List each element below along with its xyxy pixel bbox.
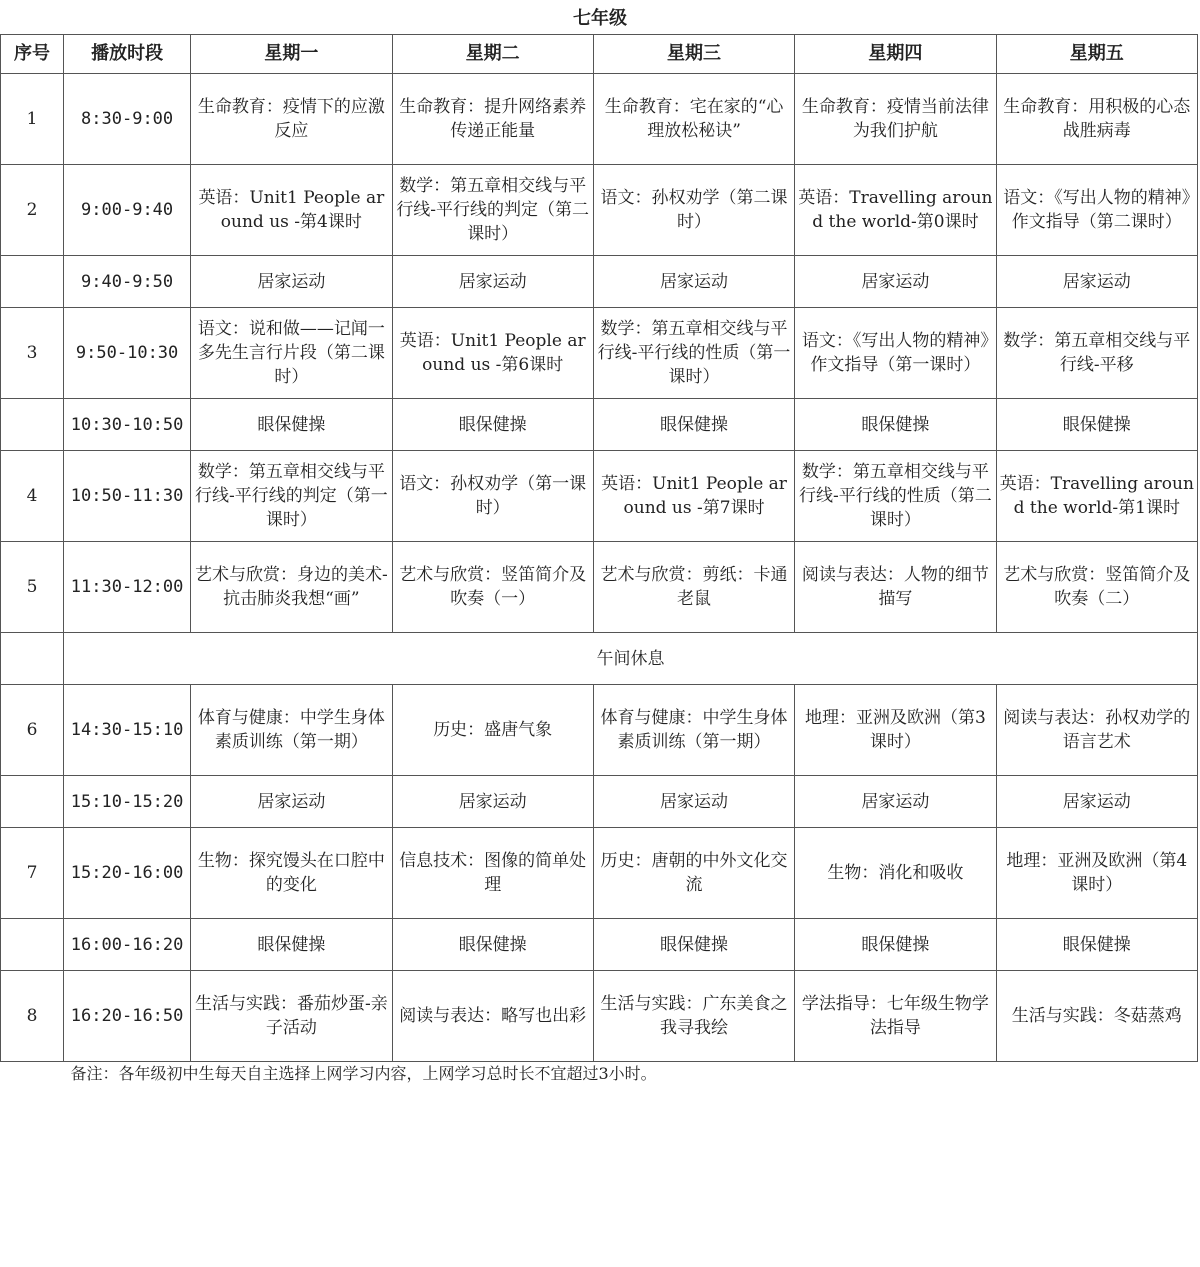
row-index: 5: [1, 542, 64, 633]
row-index: 7: [1, 828, 64, 919]
cell-wednesday: 眼保健操: [593, 919, 794, 971]
cell-friday: 生活与实践：冬菇蒸鸡: [996, 971, 1197, 1062]
lesson-row: [1, 308, 1198, 399]
lesson-row: [1, 971, 1198, 1062]
cell-monday: 眼保健操: [191, 919, 392, 971]
cell-tuesday: 居家运动: [392, 256, 593, 308]
cell-friday: 语文：《写出人物的精神》作文指导（第二课时）: [996, 165, 1197, 256]
cell-friday: 英语：Travelling around the world-第1课时: [996, 451, 1197, 542]
cell-thursday: 生命教育：疫情当前法律为我们护航: [795, 74, 996, 165]
lesson-row: [1, 165, 1198, 256]
row-index: 1: [1, 74, 64, 165]
header-row: [1, 35, 1198, 74]
lesson-row: [1, 542, 1198, 633]
lunch-row: [1, 633, 1198, 685]
cell-friday: 数学：第五章相交线与平行线-平移: [996, 308, 1197, 399]
cell-friday: 阅读与表达：孙权劝学的语言艺术: [996, 685, 1197, 776]
break-row: [1, 399, 1198, 451]
cell-monday: 数学：第五章相交线与平行线-平行线的判定（第一课时）: [191, 451, 392, 542]
cell-thursday: 居家运动: [795, 256, 996, 308]
time-slot: 16:00-16:20: [64, 919, 191, 971]
cell-monday: 居家运动: [191, 776, 392, 828]
cell-monday: 艺术与欣赏：身边的美术-抗击肺炎我想“画”: [191, 542, 392, 633]
cell-monday: 眼保健操: [191, 399, 392, 451]
cell-tuesday: 居家运动: [392, 776, 593, 828]
cell-tuesday: 生命教育：提升网络素养 传递正能量: [392, 74, 593, 165]
row-index: [1, 919, 64, 971]
break-row: [1, 919, 1198, 971]
break-row: [1, 776, 1198, 828]
cell-thursday: 数学：第五章相交线与平行线-平行线的性质（第二课时）: [795, 451, 996, 542]
cell-wednesday: 居家运动: [593, 776, 794, 828]
row-index: [1, 399, 64, 451]
cell-friday: 地理：亚洲及欧洲（第4课时）: [996, 828, 1197, 919]
cell-friday: 艺术与欣赏：竖笛简介及吹奏（二）: [996, 542, 1197, 633]
time-slot: 16:20-16:50: [64, 971, 191, 1062]
cell-wednesday: 眼保健操: [593, 399, 794, 451]
time-slot: 8:30-9:00: [64, 74, 191, 165]
row-index: 2: [1, 165, 64, 256]
lunch-break-label: 午间休息: [64, 633, 1198, 685]
time-slot: 15:10-15:20: [64, 776, 191, 828]
time-slot: 10:50-11:30: [64, 451, 191, 542]
cell-wednesday: 生活与实践：广东美食之我寻我绘: [593, 971, 794, 1062]
lesson-row: [1, 685, 1198, 776]
cell-thursday: 英语：Travelling around the world-第0课时: [795, 165, 996, 256]
note-row: [1, 1062, 1198, 1087]
cell-thursday: 学法指导：七年级生物学法指导: [795, 971, 996, 1062]
cell-monday: 英语：Unit1 People around us -第4课时: [191, 165, 392, 256]
header-time: 播放时段: [64, 35, 191, 74]
grade-title: 七年级: [573, 8, 627, 29]
cell-tuesday: 语文：孙权劝学（第一课时）: [392, 451, 593, 542]
time-slot: 9:40-9:50: [64, 256, 191, 308]
row-index: 4: [1, 451, 64, 542]
cell-wednesday: 历史：唐朝的中外文化交流: [593, 828, 794, 919]
time-slot: 9:50-10:30: [64, 308, 191, 399]
lunch-index-cell: [1, 633, 64, 685]
cell-tuesday: 数学：第五章相交线与平行线-平行线的判定（第二课时）: [392, 165, 593, 256]
cell-tuesday: 阅读与表达：略写也出彩: [392, 971, 593, 1062]
cell-monday: 生命教育：疫情下的应激反应: [191, 74, 392, 165]
footnote: 备注：各年级初中生每天自主选择上网学习内容，上网学习总时长不宜超过3小时。: [70, 1064, 657, 1083]
cell-wednesday: 英语：Unit1 People around us -第7课时: [593, 451, 794, 542]
cell-friday: 居家运动: [996, 776, 1197, 828]
time-slot: 14:30-15:10: [64, 685, 191, 776]
cell-wednesday: 数学：第五章相交线与平行线-平行线的性质（第一课时）: [593, 308, 794, 399]
time-slot: 15:20-16:00: [64, 828, 191, 919]
header-thursday: 星期四: [795, 35, 996, 74]
cell-friday: 居家运动: [996, 256, 1197, 308]
cell-thursday: 地理：亚洲及欧洲（第3课时）: [795, 685, 996, 776]
lesson-row: [1, 451, 1198, 542]
cell-monday: 体育与健康：中学生身体素质训练（第一期）: [191, 685, 392, 776]
cell-wednesday: 体育与健康：中学生身体素质训练（第一期）: [593, 685, 794, 776]
lesson-row: [1, 74, 1198, 165]
cell-tuesday: 英语：Unit1 People around us -第6课时: [392, 308, 593, 399]
header-tuesday: 星期二: [392, 35, 593, 74]
cell-tuesday: 艺术与欣赏：竖笛简介及吹奏（一）: [392, 542, 593, 633]
header-index: 序号: [1, 35, 64, 74]
cell-wednesday: 生命教育：宅在家的“心理放松秘诀”: [593, 74, 794, 165]
row-index: [1, 256, 64, 308]
cell-thursday: 阅读与表达：人物的细节描写: [795, 542, 996, 633]
cell-tuesday: 眼保健操: [392, 399, 593, 451]
break-row: [1, 256, 1198, 308]
row-index: 6: [1, 685, 64, 776]
cell-wednesday: 居家运动: [593, 256, 794, 308]
time-slot: 10:30-10:50: [64, 399, 191, 451]
cell-monday: 语文：说和做——记闻一多先生言行片段（第二课时）: [191, 308, 392, 399]
cell-monday: 居家运动: [191, 256, 392, 308]
cell-tuesday: 历史：盛唐气象: [392, 685, 593, 776]
time-slot: 9:00-9:40: [64, 165, 191, 256]
cell-wednesday: 语文：孙权劝学（第二课时）: [593, 165, 794, 256]
header-friday: 星期五: [996, 35, 1197, 74]
header-wednesday: 星期三: [593, 35, 794, 74]
cell-tuesday: 信息技术：图像的简单处理: [392, 828, 593, 919]
cell-wednesday: 艺术与欣赏：剪纸：卡通老鼠: [593, 542, 794, 633]
cell-friday: 眼保健操: [996, 919, 1197, 971]
row-index: [1, 776, 64, 828]
cell-thursday: 眼保健操: [795, 399, 996, 451]
cell-friday: 生命教育：用积极的心态战胜病毒: [996, 74, 1197, 165]
time-slot: 11:30-12:00: [64, 542, 191, 633]
lesson-row: [1, 828, 1198, 919]
cell-friday: 眼保健操: [996, 399, 1197, 451]
cell-monday: 生活与实践：番茄炒蛋-亲子活动: [191, 971, 392, 1062]
schedule-table: [0, 34, 1198, 1086]
row-index: 3: [1, 308, 64, 399]
cell-thursday: 语文：《写出人物的精神》作文指导（第一课时）: [795, 308, 996, 399]
cell-thursday: 眼保健操: [795, 919, 996, 971]
cell-monday: 生物：探究馒头在口腔中的变化: [191, 828, 392, 919]
cell-thursday: 居家运动: [795, 776, 996, 828]
cell-thursday: 生物：消化和吸收: [795, 828, 996, 919]
cell-tuesday: 眼保健操: [392, 919, 593, 971]
header-monday: 星期一: [191, 35, 392, 74]
row-index: 8: [1, 971, 64, 1062]
